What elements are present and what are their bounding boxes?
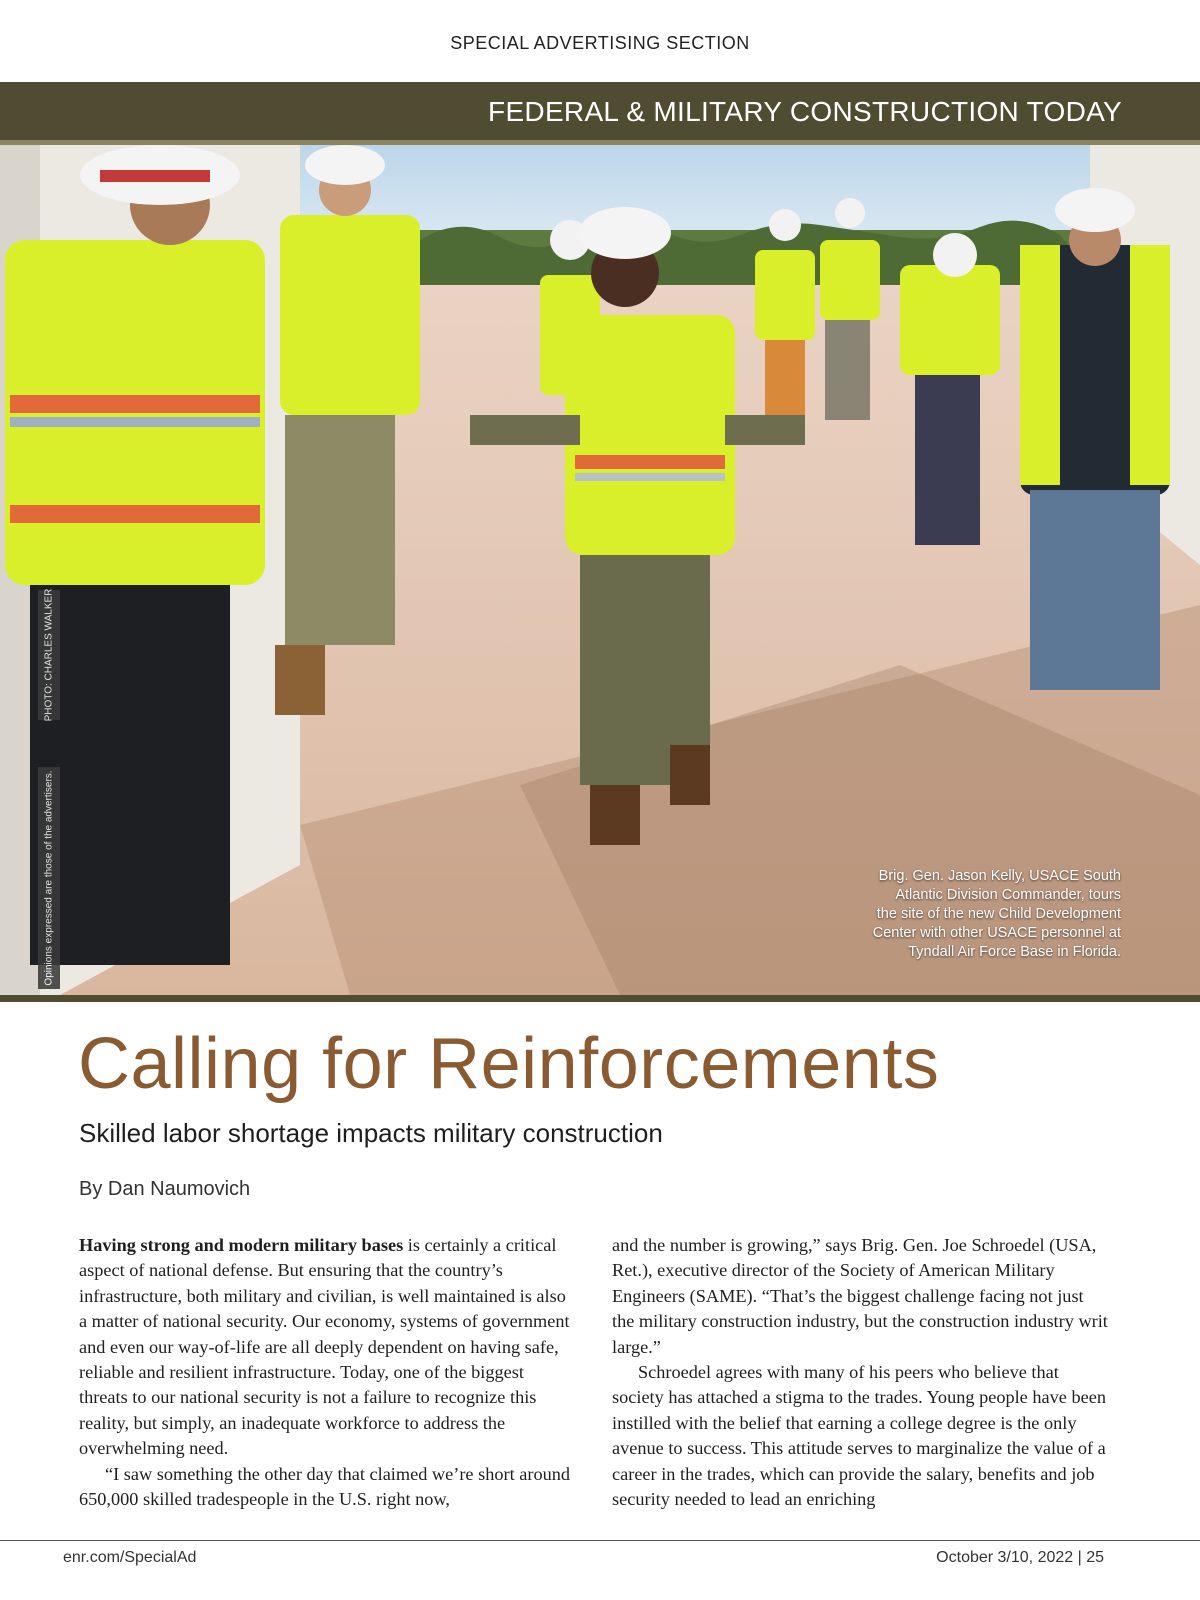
footer-date-page: October 3/10, 2022 | 25 xyxy=(936,1549,1104,1566)
paragraph-2-continued: and the number is growing,” says Brig. Gen. Joe Schroedel (USA, Ret.), executive director of the Society of American Military Engineers (SAME). “That’s the biggest challenge facing not just the military construction industry, but the construction industry writ large.” xyxy=(612,1235,1108,1357)
footer-divider xyxy=(0,1540,1200,1541)
photo-credit: PHOTO: CHARLES WALKER xyxy=(38,590,60,720)
paragraph-1-text: is certainly a critical aspect of national defense. But ensuring that the country’s infrastructure, both military and civilian, is well maintained is also a matter of national security. Our economy, systems of government and even our way-of-life are all deeply dependent on having safe, reliable and resilient infrastructure. Today, one of the biggest threats to our national security is not a failure to recognize this reality, but simply, an inadequate workforce to address the overwhelming need. xyxy=(79,1235,570,1459)
article-subhead: Skilled labor shortage impacts military construction xyxy=(79,1118,663,1148)
paragraph-3: Schroedel agrees with many of his peers who believe that society has attached a stigma to the trades. Young people have been instilled with the belief that earning a college degree is the only avenue to success. This attitude serves to marginalize the value of a career in the trades, which can provide the salary, benefits and job security needed to lead an enriching xyxy=(612,1362,1106,1510)
advertiser-disclaimer: Opinions expressed are those of the advertisers. xyxy=(38,767,60,989)
article-column-right xyxy=(612,1233,1110,1512)
lead-in: Having strong and modern military bases xyxy=(79,1235,404,1255)
section-banner xyxy=(0,82,1200,140)
article-headline: Calling for Reinforcements xyxy=(78,1024,940,1104)
photo-caption: Brig. Gen. Jason Kelly, USACE South Atlantic Division Commander, tours the site of the new Child Development Center with other USACE personnel at Tyndall Air Force Base in Florida. xyxy=(872,868,1121,960)
paragraph-1 xyxy=(79,1233,577,1462)
article-byline: By Dan Naumovich xyxy=(79,1178,251,1200)
article-column-left xyxy=(79,1233,577,1512)
photo-bottom-divider xyxy=(0,995,1200,1002)
banner-title: FEDERAL & MILITARY CONSTRUCTION TODAY xyxy=(488,96,1122,127)
footer-website-link[interactable]: enr.com/SpecialAd xyxy=(63,1549,197,1566)
paragraph-2: “I saw something the other day that claimed we’re short around 650,000 skilled tradespeople in the U.S. right now, xyxy=(79,1463,571,1510)
section-label: SPECIAL ADVERTISING SECTION xyxy=(450,33,750,53)
